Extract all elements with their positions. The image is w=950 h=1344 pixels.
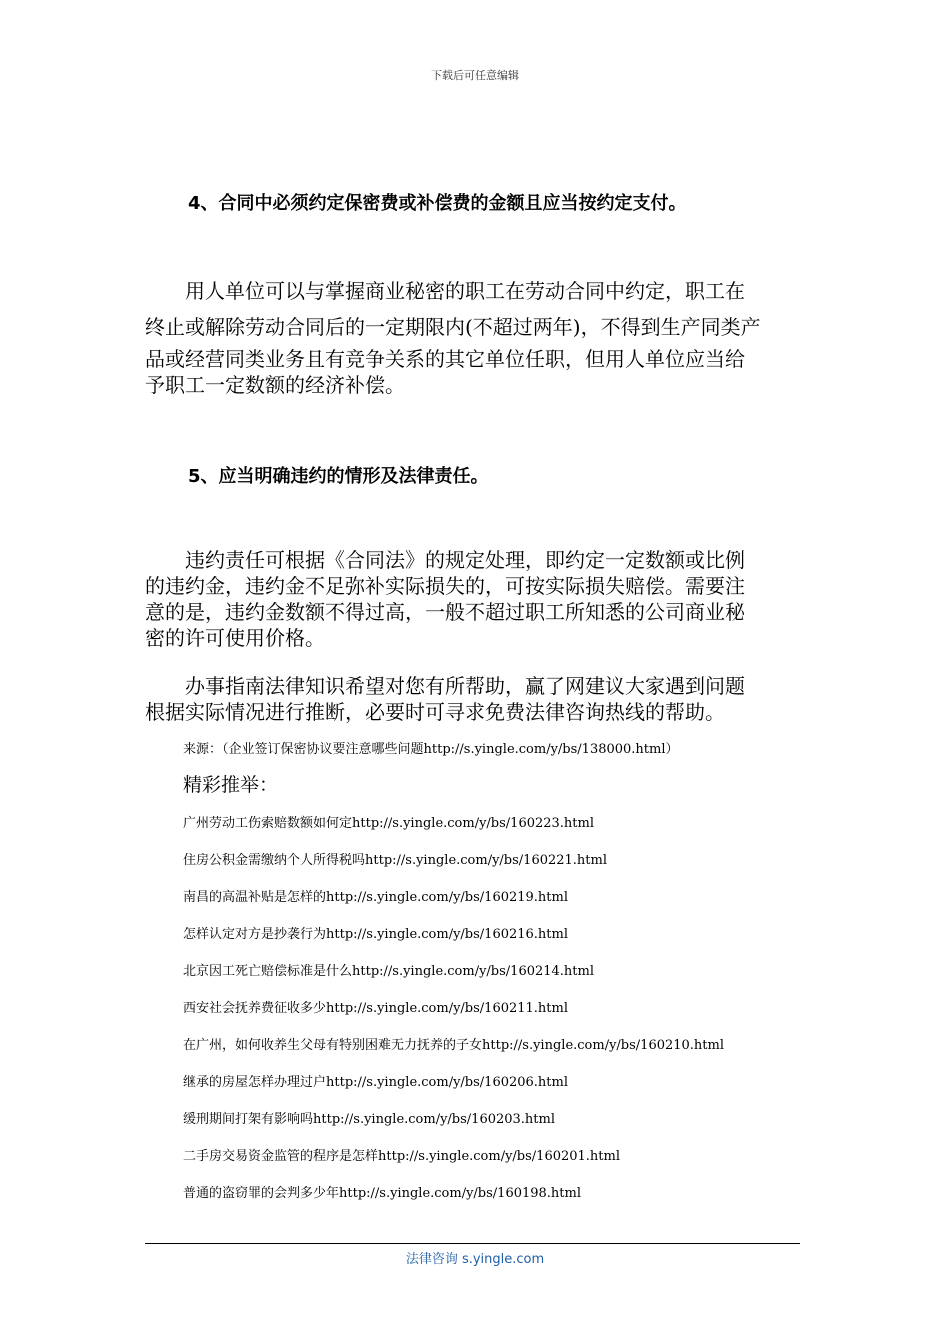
paragraph-line: 品或经营同类业务且有竞争关系的其它单位任职，但用人单位应当给	[145, 347, 745, 371]
section4-heading: 4、合同中必须约定保密费或补偿费的金额且应当按约定支付。	[188, 193, 687, 214]
page-header: 下载后可任意编辑	[431, 69, 519, 82]
paragraph-line: 予职工一定数额的经济补偿。	[145, 373, 405, 397]
recommend-link[interactable]: 北京因工死亡赔偿标准是什么http://s.yingle.com/y/bs/160214.html	[183, 964, 595, 979]
paragraph-line: 终止或解除劳动合同后的一定期限内(不超过两年)，不得到生产同类产	[145, 315, 761, 339]
section5-heading: 5、应当明确违约的情形及法律责任。	[188, 466, 489, 487]
paragraph-line: 意的是，违约金数额不得过高，一般不超过职工所知悉的公司商业秘	[145, 600, 745, 624]
recommend-link[interactable]: 住房公积金需缴纳个人所得税吗http://s.yingle.com/y/bs/160221.html	[183, 853, 608, 868]
recommend-link[interactable]: 在广州，如何收养生父母有特别困难无力抚养的子女http://s.yingle.com/y/bs/160210.html	[183, 1038, 725, 1053]
closing-paragraph	[145, 673, 810, 725]
recommend-list	[183, 812, 724, 1219]
recommend-link[interactable]: 普通的盗窃罪的会判多少年http://s.yingle.com/y/bs/160198.html	[183, 1186, 582, 1201]
recommend-link[interactable]: 二手房交易资金监管的程序是怎样http://s.yingle.com/y/bs/160201.html	[183, 1149, 621, 1164]
recommend-link[interactable]: 南昌的高温补贴是怎样的http://s.yingle.com/y/bs/160219.html	[183, 890, 569, 905]
recommend-title: 精彩推举：	[183, 774, 279, 796]
paragraph-line: 根据实际情况进行推断，必要时可寻求免费法律咨询热线的帮助。	[145, 700, 725, 724]
paragraph-line: 密的许可使用价格。	[145, 626, 325, 650]
section5-paragraph	[145, 547, 810, 651]
recommend-link[interactable]: 怎样认定对方是抄袭行为http://s.yingle.com/y/bs/160216.html	[183, 927, 569, 942]
paragraph-line: 违约责任可根据《合同法》的规定处理，即约定一定数额或比例	[145, 548, 745, 572]
recommend-link[interactable]: 缓刑期间打架有影响吗http://s.yingle.com/y/bs/160203.html	[183, 1112, 556, 1127]
recommend-link[interactable]: 广州劳动工伤索赔数额如何定http://s.yingle.com/y/bs/160223.html	[183, 816, 595, 831]
recommend-link[interactable]: 继承的房屋怎样办理过户http://s.yingle.com/y/bs/160206.html	[183, 1075, 569, 1090]
footer-link[interactable]: 法律咨询 s.yingle.com	[405, 1252, 545, 1267]
source-line: 来源：（企业签订保密协议要注意哪些问题http://s.yingle.com/y/bs/138000.html）	[183, 742, 679, 757]
footer-divider	[145, 1243, 800, 1244]
paragraph-line: 用人单位可以与掌握商业秘密的职工在劳动合同中约定，职工在	[145, 279, 745, 303]
section4-paragraph	[145, 273, 810, 397]
paragraph-line: 的违约金，违约金不足弥补实际损失的，可按实际损失赔偿。需要注	[145, 574, 745, 598]
recommend-link[interactable]: 西安社会抚养费征收多少http://s.yingle.com/y/bs/160211.html	[183, 1001, 569, 1016]
paragraph-line: 办事指南法律知识希望对您有所帮助，赢了网建议大家遇到问题	[145, 674, 745, 698]
